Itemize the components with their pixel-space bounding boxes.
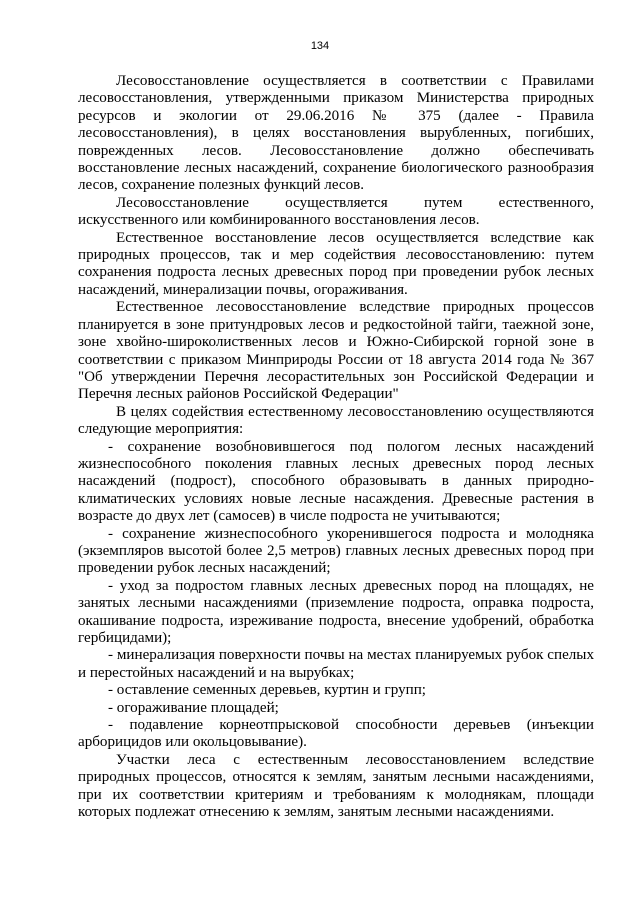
paragraph-legal-basis: Лесовосстановление осуществляется в соответствии с Правилами лесовосстановления, утвержденными приказом Министерства природных ресурсов и экологии от 29.06.2016 № 375 (далее - Правила лесовосстановления), в целях восстановления вырубленных, погибших, поврежденных лесов. Лесовосстановление должно обеспечивать восстановление лесных насаждений, сохранение биологического разнообразия лесов, сохранение полезных функций лесов. bbox=[78, 73, 594, 194]
page-number: 134 bbox=[310, 40, 330, 52]
document-body bbox=[78, 73, 594, 821]
list-item: - огораживание площадей; bbox=[108, 699, 279, 716]
list-item: - сохранение жизнеспособного укоренившегося подроста и молодняка (экземпляров высотой более 2,5 метров) главных лесных древесных пород при проведении рубок лесных насаждений; bbox=[78, 525, 594, 577]
paragraph-measures-intro: В целях содействия естественному лесовосстановлению осуществляются следующие мероприятия: bbox=[78, 403, 594, 438]
list-item: - сохранение возобновившегося под пологом лесных насаждений жизнеспособного поколения главных лесных древесных пород лесных насаждений (подрост), способного образовывать в данных природно-климатических условиях новые лесные насаждения. Древесные растения в возрасте до двух лет (самосев) в числе подроста не учитываются; bbox=[78, 438, 594, 525]
paragraph-zones: Естественное лесовосстановление вследствие природных процессов планируется в зоне притундровых лесов и редкостойной тайги, таежной зоне, зоне хвойно-широколиственных лесов и Южно-Сибирской горной зоне в соответствии с приказом Минприроды России от 18 августа 2014 года № 367 "Об утверждении Перечня лесорастительных зон Российской Федерации и Перечня лесных районов Российской Федерации" bbox=[78, 299, 594, 403]
list-item: - уход за подростом главных лесных древесных пород на площадях, не занятых лесными насаждениями (приземление подроста, оправка подроста, окашивание подроста, изреживание подроста, внесение удобрений, обработка гербицидами); bbox=[78, 577, 594, 646]
list-item: - оставление семенных деревьев, куртин и групп; bbox=[108, 682, 426, 699]
paragraph-closing: Участки леса с естественным лесовосстановлением вследствие природных процессов, относятся к землям, занятым лесными насаждениями, при их соответствии критериям и требованиям к молоднякам, площади которых подлежат отнесению к землям, занятым лесными насаждениями. bbox=[78, 751, 594, 821]
paragraph-methods: Лесовосстановление осуществляется путем естественного, искусственного или комбинированного восстановления лесов. bbox=[78, 194, 594, 229]
paragraph-natural-restoration: Естественное восстановление лесов осуществляется вследствие как природных процессов, так и мер содействия лесовосстановлению: путем сохранения подроста лесных древесных пород при проведении рубок лесных насаждений, минерализации почвы, огораживания. bbox=[78, 229, 594, 298]
measures-list bbox=[78, 439, 594, 752]
list-item: - минерализация поверхности почвы на местах планируемых рубок спелых и перестойных насаждений и на вырубках; bbox=[78, 647, 594, 681]
list-item: - подавление корнеотпрысковой способности деревьев (инъекции арборицидов или окольцовывание). bbox=[78, 717, 594, 751]
